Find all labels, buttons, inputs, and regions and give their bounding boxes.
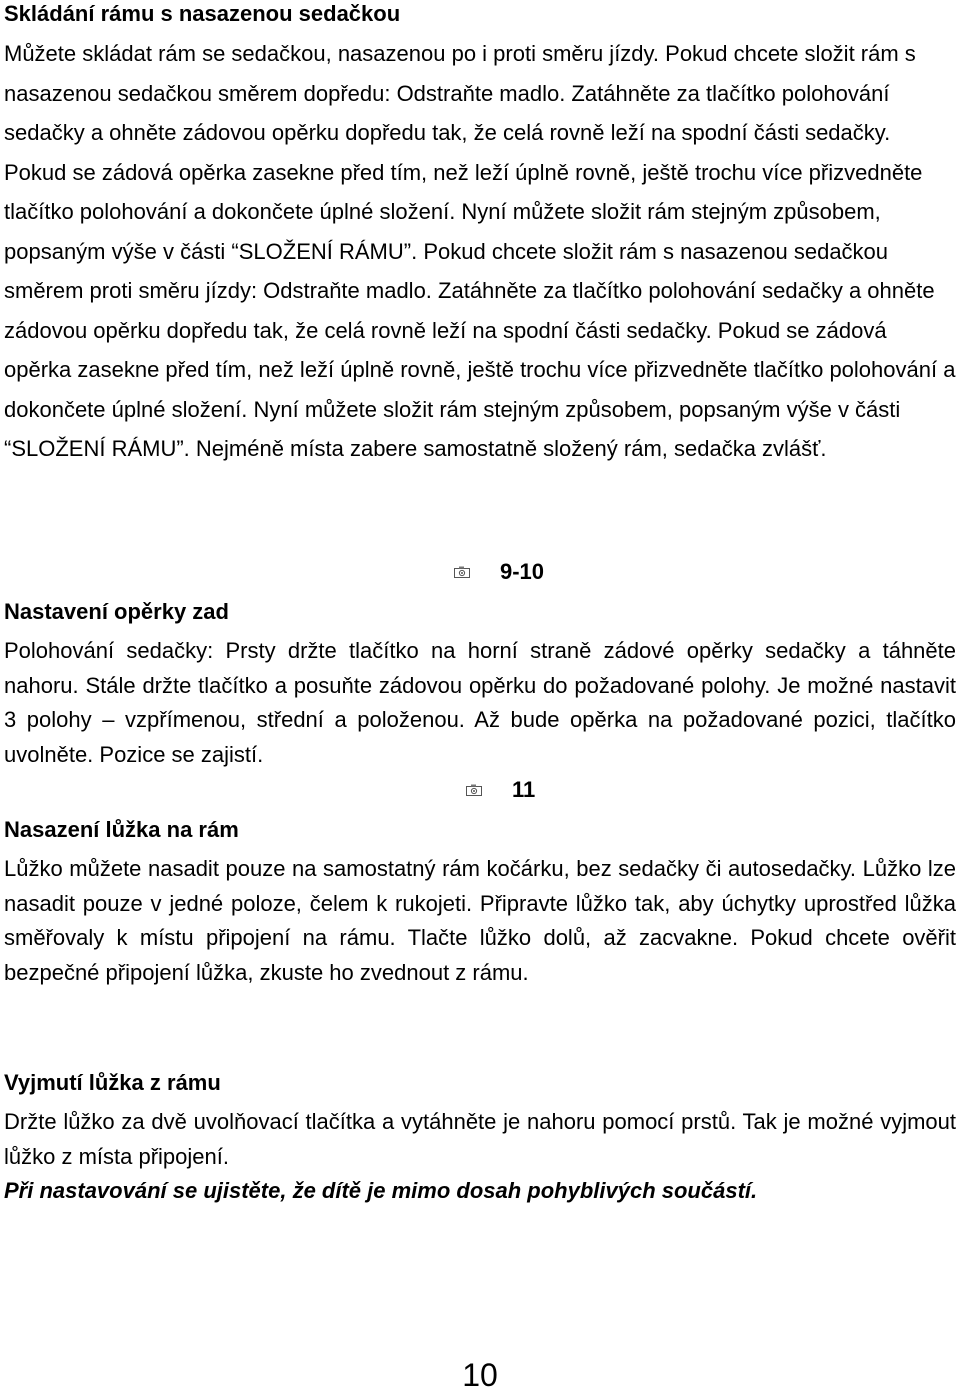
manual-page bbox=[4, 0, 956, 1396]
section-title-folding-with-seat: Skládání rámu s nasazenou sedačkou bbox=[4, 1, 401, 26]
camera-icon bbox=[466, 784, 482, 796]
safety-warning: Při nastavování se ujistěte, že dítě je mimo dosah pohyblivých součástí. bbox=[4, 1178, 758, 1203]
figure-reference-label: 9-10 bbox=[500, 559, 545, 584]
section-title-attaching-carrycot: Nasazení lůžka na rám bbox=[4, 817, 239, 842]
section-title-removing-carrycot: Vyjmutí lůžka z rámu bbox=[4, 1070, 221, 1095]
section-body-backrest-adjustment: Polohování sedačky: Prsty držte tlačítko na horní straně zádové opěrky sedačky a táhněte nahoru. Stále držte tlačítko a posuňte zádovou opěrku do požadované polohy. Je možné nastavit 3 polohy – vzpřímenou, střední a položenou. Až bude opěrka na požadované pozici, tlačítko uvolněte. Pozice se zajistí. bbox=[4, 638, 956, 767]
figure-reference-11 bbox=[466, 776, 535, 804]
section-body-removing-carrycot: Držte lůžko za dvě uvolňovací tlačítka a vytáhněte je nahoru pomocí prstů. Tak je možné vyjmout lůžko z místa připojení. bbox=[4, 1109, 956, 1169]
section-body-attaching-carrycot: Lůžko můžete nasadit pouze na samostatný rám kočárku, bez sedačky či autosedačky. Lůžko lze nasadit pouze v jedné poloze, čelem k rukojeti. Připravte lůžko tak, aby úchytky uprostřed lůžka směřovaly k místu připojení na rámu. Tlačte lůžko dolů, až zacvakne. Pokud chcete ověřit bezpečné připojení lůžka, zkuste ho zvednout z rámu. bbox=[4, 856, 956, 985]
figure-reference-label: 11 bbox=[512, 777, 536, 802]
section-body-folding-with-seat: Můžete skládat rám se sedačkou, nasazenou po i proti směru jízdy. Pokud chcete složit rám s nasazenou sedačkou směrem dopředu: Odstraňte madlo. Zatáhněte za tlačítko polohování sedačky a ohněte zádovou opěrku dopředu tak, že celá rovně leží na spodní části sedačky. Pokud se zádová opěrka zasekne před tím, než leží úplně rovně, ještě trochu více přizvedněte tlačítko polohování a dokončete úplné složení. Nyní můžete složit rám stejným způsobem, popsaným výše v části “SLOŽENÍ RÁMU”. Pokud chcete složit rám s nasazenou sedačkou směrem proti směru jízdy: Odstraňte madlo. Zatáhněte za tlačítko polohování sedačky a ohněte zádovou opěrku dopředu tak, že celá rovně leží na spodní části sedačky. Pokud se zádová opěrka zasekne před tím, než leží úplně rovně, ještě trochu více přizvedněte tlačítko polohování a dokončete úplné složení. Nyní můžete složit rám stejným způsobem, popsaným výše v části “SLOŽENÍ RÁMU”. Nejméně místa zabere samostatně složený rám, sedačka zvlášť. bbox=[4, 41, 956, 461]
page-number: 10 bbox=[462, 1357, 498, 1393]
camera-icon bbox=[454, 566, 470, 578]
figure-reference-9-10 bbox=[454, 558, 544, 586]
section-title-backrest-adjustment: Nastavení opěrky zad bbox=[4, 599, 229, 624]
